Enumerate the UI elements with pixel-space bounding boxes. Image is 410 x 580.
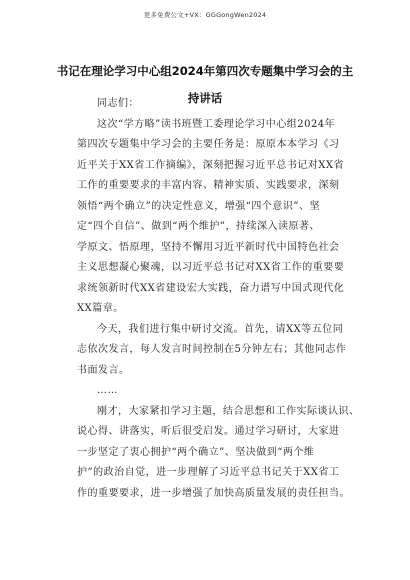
paragraph-1-line: 工作的重要要求的丰富内容、精神实质、实践要求，深刻 <box>77 180 340 191</box>
paragraph-2-line: 今天，我们进行集中研讨交流。首先，请XX等五位同 <box>97 323 344 335</box>
paragraph-3-line: 说心得、讲落实，听后很受启发。通过学习研讨，大家进 <box>77 426 340 437</box>
paragraph-3-line: 一步坚定了衷心拥护“两个确立”、坚决做到“两个维 <box>77 446 315 458</box>
title-line: 持讲话 <box>187 91 223 105</box>
document-body <box>77 94 360 504</box>
paragraph-1-line: 第四次专题集中学习会的主要任务是：原原本本学习《习 <box>77 139 340 150</box>
paragraph-2-line: 书面发言。 <box>77 364 130 376</box>
paragraph-1-line: 近平关于XX省工作摘编》，深刻把握习近平总书记对XX省 <box>77 159 344 171</box>
paragraph-2-line: 志依次发言，每人发言时间控制在5分钟左右；其他同志作 <box>77 344 347 355</box>
paragraph-1-line: XX篇章。 <box>77 303 124 314</box>
header-note: 更多免费公文+VX：GGGongWen2024 <box>143 11 267 19</box>
paragraph-1-line: 这次“学方略”读书班暨工委理论学习中心组2024年 <box>97 118 336 130</box>
paragraph-3-line: 刚才，大家紧扣学习主题，结合思想和工作实际谈认识、 <box>97 405 360 417</box>
salutation: 同志们： <box>97 98 139 109</box>
title-line: 书记在理论学习中心组2024年第四次专题集中学习会的主 <box>56 64 354 78</box>
paragraph-3-line: 作的重要要求，进一步增强了加快高质量发展的责任担当。 <box>77 487 350 499</box>
ellipsis: …… <box>97 385 118 396</box>
paragraph-1-line: 定“四个自信”、做到“两个维护”，持续深入读原著、 <box>77 221 320 232</box>
paragraph-1-line: 领悟“两个确立”的决定性意义，增强“四个意识”、坚 <box>77 200 320 212</box>
paragraph-3-line: 护”的政治自觉，进一步理解了习近平总书记关于XX省工 <box>77 467 340 478</box>
paragraph-1-line: 学原文、悟原理，坚持不懈用习近平新时代中国特色社会 <box>77 241 340 253</box>
paragraph-1-line: 主义思想凝心聚魂，以习近平总书记对XX省工作的重要要 <box>77 262 345 273</box>
paragraph-1-line: 求统领新时代XX省建设宏大实践，奋力谱写中国式现代化 <box>77 282 345 294</box>
